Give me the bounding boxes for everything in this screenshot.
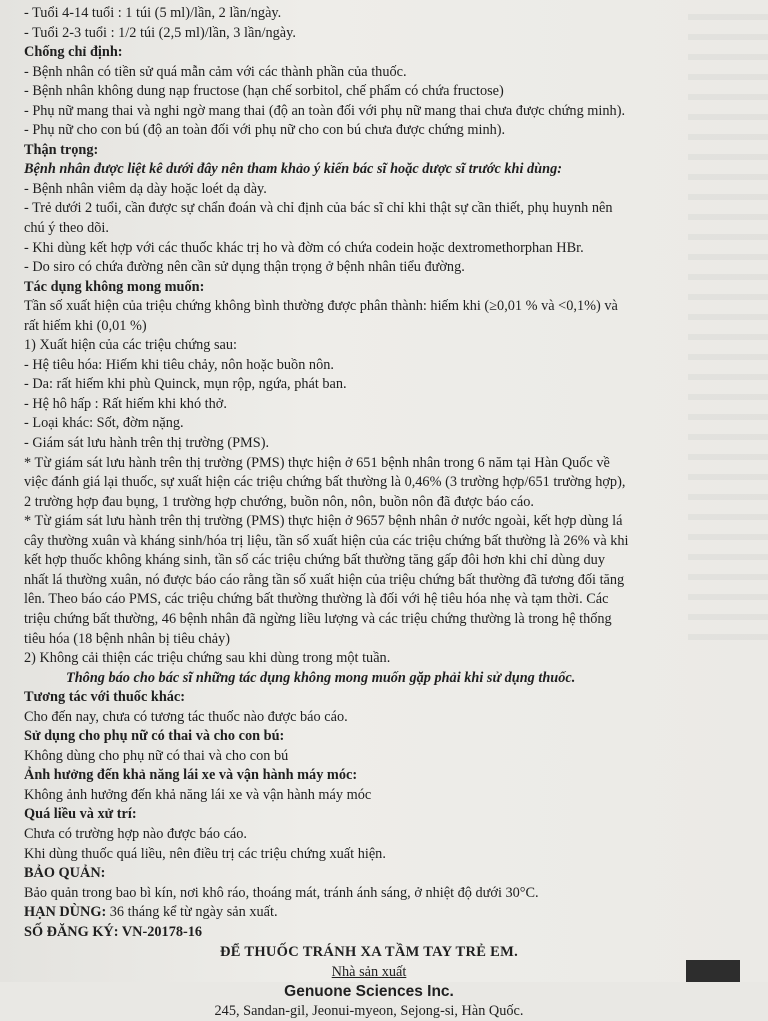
pms-foreign-7: tiêu hóa (18 bệnh nhân bị tiêu chảy) bbox=[24, 630, 231, 647]
expiry-value: 36 tháng kể từ ngày sản xuất. bbox=[106, 904, 278, 921]
pms-foreign-5: lên. Theo báo cáo PMS, các triệu chứng bất thường thường là đối với hệ tiêu hóa nhẹ và tạm thời. Các bbox=[24, 591, 609, 608]
contraindication-1: - Bệnh nhân có tiền sử quá mẫn cảm với các thành phần của thuốc. bbox=[24, 63, 407, 80]
storage-heading: BẢO QUẢN: bbox=[24, 865, 106, 882]
driving-heading: Ảnh hưởng đến khả năng lái xe và vận hành máy móc: bbox=[24, 767, 358, 784]
dosage-line-2-3: - Tuổi 2-3 tuổi : 1/2 túi (2,5 ml)/lần, 3 lần/ngày. bbox=[24, 24, 296, 41]
expiry-line bbox=[24, 903, 714, 923]
side-effect-digestive: - Hệ tiêu hóa: Hiếm khi tiêu chảy, nôn hoặc buồn nôn. bbox=[24, 356, 334, 373]
manufacturer-name: Genuone Sciences Inc. bbox=[284, 983, 454, 1001]
precaution-2-cont: chú ý theo dõi. bbox=[24, 220, 109, 237]
pms-foreign-3: kết hợp thuốc không kháng sinh, tần số các triệu chứng bất thường tăng gấp đôi hơn khi chỉ dùng duy bbox=[24, 552, 605, 569]
pms-korea-1: * Từ giám sát lưu hành trên thị trường (PMS) thực hiện ở 651 bệnh nhân trong 6 năm tại Hàn Quốc về bbox=[24, 454, 610, 471]
side-effects-heading: Tác dụng không mong muốn: bbox=[24, 278, 205, 295]
precaution-2: - Trẻ dưới 2 tuổi, cần được sự chẩn đoán và chỉ định của bác sĩ chỉ khi thật sự cần thiết, phụ huynh nên bbox=[24, 200, 613, 217]
side-effect-skin: - Da: rất hiếm khi phù Quinck, mụn rộp, ngứa, phát ban. bbox=[24, 376, 347, 393]
registration-number: SỐ ĐĂNG KÝ: VN-20178-16 bbox=[24, 923, 203, 940]
manufacturer-address: 245, Sandan-gil, Jeonui-myeon, Sejong-si, Hàn Quốc. bbox=[214, 1002, 524, 1019]
pregnancy-text: Không dùng cho phụ nữ có thai và cho con bú bbox=[24, 747, 289, 764]
pms-line: - Giám sát lưu hành trên thị trường (PMS). bbox=[24, 435, 270, 452]
no-improvement-line: 2) Không cải thiện các triệu chứng sau khi dùng trong một tuần. bbox=[24, 650, 391, 667]
interactions-heading: Tương tác với thuốc khác: bbox=[24, 689, 186, 706]
precaution-1: - Bệnh nhân viêm dạ dày hoặc loét dạ dày. bbox=[24, 180, 267, 197]
pms-foreign-1: * Từ giám sát lưu hành trên thị trường (PMS) thực hiện ở 9657 bệnh nhân ở nước ngoài, kết hợp dùng lá bbox=[24, 513, 623, 530]
side-effect-respiratory: - Hệ hô hấp : Rất hiếm khi khó thở. bbox=[24, 395, 227, 412]
precaution-4: - Do siro có chứa đường nên cần sử dụng thận trọng ở bệnh nhân tiểu đường. bbox=[24, 259, 465, 276]
pms-foreign-6: triệu chứng bất thường, 46 bệnh nhân đã ngừng liều lượng và các triệu chứng thường là trong hệ thống bbox=[24, 610, 612, 627]
contraindications-heading: Chống chỉ định: bbox=[24, 44, 123, 61]
dosage-line-4-14: - Tuổi 4-14 tuổi : 1 túi (5 ml)/lần, 2 lần/ngày. bbox=[24, 5, 282, 21]
manufacturer-label-row bbox=[24, 963, 714, 983]
driving-text: Không ảnh hưởng đến khả năng lái xe và vận hành máy móc bbox=[24, 786, 372, 803]
notify-doctor-line: Thông báo cho bác sĩ những tác dụng không mong muốn gặp phải khi sử dụng thuốc. bbox=[66, 669, 576, 686]
leaflet-text bbox=[24, 4, 714, 1021]
manufacturer-label: Nhà sản xuất bbox=[331, 963, 407, 980]
contraindication-3: - Phụ nữ mang thai và nghi ngờ mang thai (độ an toàn đối với phụ nữ mang thai chưa được chứng minh). bbox=[24, 102, 626, 119]
contraindication-4: - Phụ nữ cho con bú (độ an toàn đối với phụ nữ cho con bú chưa được chứng minh). bbox=[24, 122, 506, 139]
pms-foreign-2: cây thường xuân và kháng sinh/hóa trị liệu, tần số xuất hiện của các triệu chứng bất thường là 26% và khi bbox=[24, 532, 629, 549]
pregnancy-heading: Sử dụng cho phụ nữ có thai và cho con bú: bbox=[24, 728, 285, 745]
storage-text: Bảo quản trong bao bì kín, nơi khô ráo, thoáng mát, tránh ánh sáng, ở nhiệt độ dưới 30°C. bbox=[24, 884, 539, 901]
expiry-label: HẠN DÙNG: bbox=[24, 904, 107, 921]
corner-mark bbox=[686, 960, 740, 982]
keep-away-warning: ĐỂ THUỐC TRÁNH XA TẦM TAY TRẺ EM. bbox=[219, 944, 519, 961]
pms-korea-2: việc đánh giá lại thuốc, sự xuất hiện các triệu chứng bất thường là 0,46% (3 trường hợp/651 trường hợp), bbox=[24, 474, 626, 491]
side-effect-other: - Loại khác: Sốt, đờm nặng. bbox=[24, 415, 184, 432]
side-effects-frequency: Tần số xuất hiện của triệu chứng không bình thường được phân thành: hiếm khi (≥0,01 % và <0,1%) và bbox=[24, 298, 618, 315]
side-effects-list-intro: 1) Xuất hiện của các triệu chứng sau: bbox=[24, 337, 237, 354]
precautions-subheading: Bệnh nhân được liệt kê dưới đây nên tham khảo ý kiến bác sĩ hoặc dược sĩ trước khi dùng: bbox=[24, 161, 562, 178]
precautions-heading: Thận trọng: bbox=[24, 141, 99, 158]
pms-korea-3: 2 trường hợp đau bụng, 1 trường hợp chướng, buồn nôn, nôn, buồn nôn đã được báo cáo. bbox=[24, 493, 534, 510]
side-effects-frequency-cont: rất hiếm khi (0,01 %) bbox=[24, 317, 147, 334]
overdose-text-2: Khi dùng thuốc quá liều, nên điều trị các triệu chứng xuất hiện. bbox=[24, 845, 386, 862]
contraindication-2: - Bệnh nhân không dung nạp fructose (hạn chế sorbitol, chế phẩm có chứa fructose) bbox=[24, 83, 504, 100]
overdose-heading: Quá liều và xử trí: bbox=[24, 806, 137, 823]
interactions-text: Cho đến nay, chưa có tương tác thuốc nào được báo cáo. bbox=[24, 708, 348, 725]
overdose-text-1: Chưa có trường hợp nào được báo cáo. bbox=[24, 825, 247, 842]
precaution-3: - Khi dùng kết hợp với các thuốc khác trị ho và đờm có chứa codein hoặc dextromethorphan HBr. bbox=[24, 239, 584, 256]
pms-foreign-4: nhất lá thường xuân, nó được báo cáo rằng tần số xuất hiện của triệu chứng bất thường đã tương đối tăng bbox=[24, 571, 625, 588]
